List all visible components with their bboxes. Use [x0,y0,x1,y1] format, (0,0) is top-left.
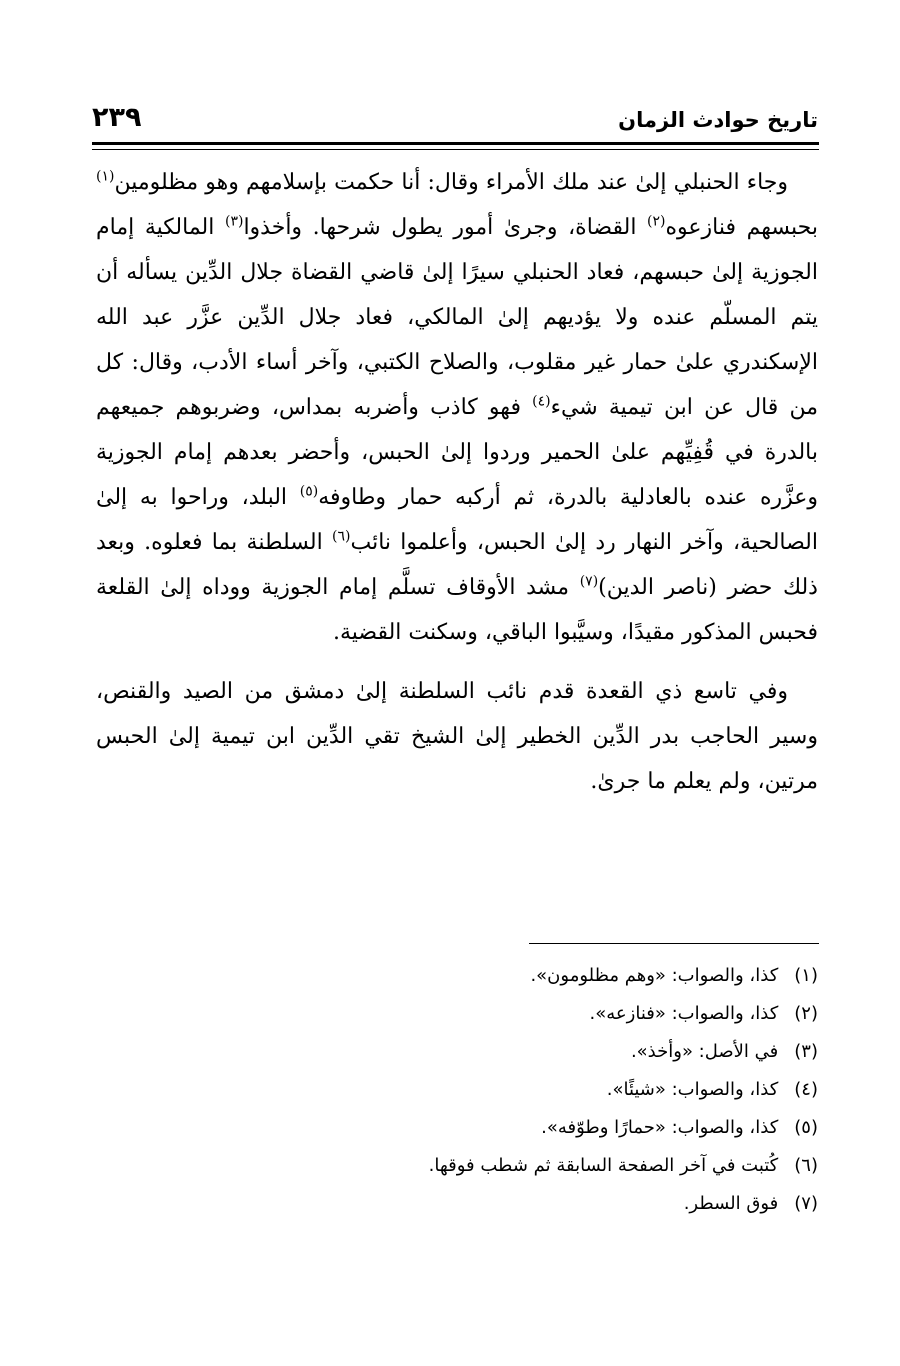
page-number: ٢٣٩ [92,102,142,133]
running-header [92,102,818,142]
footnote-text: فوق السطر. [683,1193,779,1214]
footnote-5 [98,1109,818,1147]
footnote-text: كذا، والصواب: «فنازعه». [589,1003,779,1024]
text-segment: القضاة، وجرىٰ أمور يطول شرحها. وأخذوا [243,215,648,240]
footnote-ref-2: (٢) [647,213,666,230]
footnote-number: (٤) [794,1079,818,1100]
text-segment: المالكية إمام الجوزية إلىٰ حبسهم، فعاد الحنبلي سيرًا إلىٰ قاضي القضاة جلال الدِّين يسأله أن يتم المسلّم عنده ولا يؤديهم إلىٰ المالكي، فعاد جلال الدِّين عزَّر عبد الله الإسكندري علىٰ حمار غير مقلوب، والصلاح الكتبي، وآخر أساء الأدب، وقال: كل من قال عن ابن تيمية شيء [96,215,819,420]
footnote-ref-3: (٣) [224,213,244,230]
footnote-number: (٢) [794,1003,818,1024]
footnote-2 [98,995,818,1033]
text-segment: مشد الأوقاف تسلَّم إمام الجوزية ووداه إلىٰ القلعة فحبس المذكور مقيدًا، وسيَّبوا الباقي، وسكنت القضية. [96,575,818,645]
text-segment: وجاء الحنبلي إلىٰ عند ملك الأمراء وقال: أنا حكمت بإسلامهم وهو مظلومين [114,170,788,195]
text-segment: فهو كاذب وأضربه بمداس، وضربوهم جميعهم بالدرة في قُفِيِّهم علىٰ الحمير وردوا إلىٰ الحبس، وأحضر بعدهم إمام الجوزية وعزَّره عنده بالعادلية بالدرة، ثم أركبه حمار وطاوفه [96,395,819,510]
footnote-number: (٦) [794,1155,818,1176]
footnote-4 [98,1071,818,1109]
paragraph-1 [96,160,818,655]
footnote-text: في الأصل: «وأخذ». [630,1041,779,1062]
footnote-text: كذا، والصواب: «وهم مظلومون». [530,965,779,986]
text-segment: البلد، وراحوا به إلىٰ الصالحية، وآخر النهار رد إلىٰ الحبس، وأعلموا نائب [96,485,818,555]
footnote-7 [98,1185,818,1223]
footnote-text: كذا، والصواب: «حمارًا وطوّفه». [541,1117,779,1138]
footnote-6 [98,1147,818,1185]
footnote-ref-5: (٥) [299,483,319,500]
footnote-number: (٧) [794,1193,818,1214]
text-segment: بحبسهم فنازعوه [665,215,818,240]
footnote-ref-4: (٤) [532,393,551,410]
text-segment: السلطنة بما فعلوه. وبعد ذلك حضر (ناصر الدين) [96,530,818,600]
footnote-number: (٥) [794,1117,818,1138]
footnote-separator [529,943,819,944]
footnote-1 [98,957,818,995]
footnote-ref-6: (٦) [332,528,351,545]
footnote-ref-7: (٧) [579,573,599,590]
footnote-text: كُتبت في آخر الصفحة السابقة ثم شطب فوقها. [428,1155,779,1176]
footnotes-list [98,957,818,1223]
footnote-3 [98,1033,818,1071]
footnote-number: (٣) [794,1041,818,1062]
paragraph-2: وفي تاسع ذي القعدة قدم نائب السلطنة إلىٰ دمشق من الصيد والقنص، وسير الحاجب بدر الدِّين الخطير إلىٰ الشيخ تقي الدِّين ابن تيمية إلىٰ الحبس مرتين، ولم يعلم ما جرىٰ. [96,679,818,794]
running-title: تاريخ حوادث الزمان [618,108,818,132]
footnote-text: كذا، والصواب: «شيئًا». [606,1079,779,1100]
footnote-ref-1: (١) [96,168,115,185]
footnote-number: (١) [794,965,818,986]
header-rule [92,142,819,150]
main-text [96,160,818,804]
